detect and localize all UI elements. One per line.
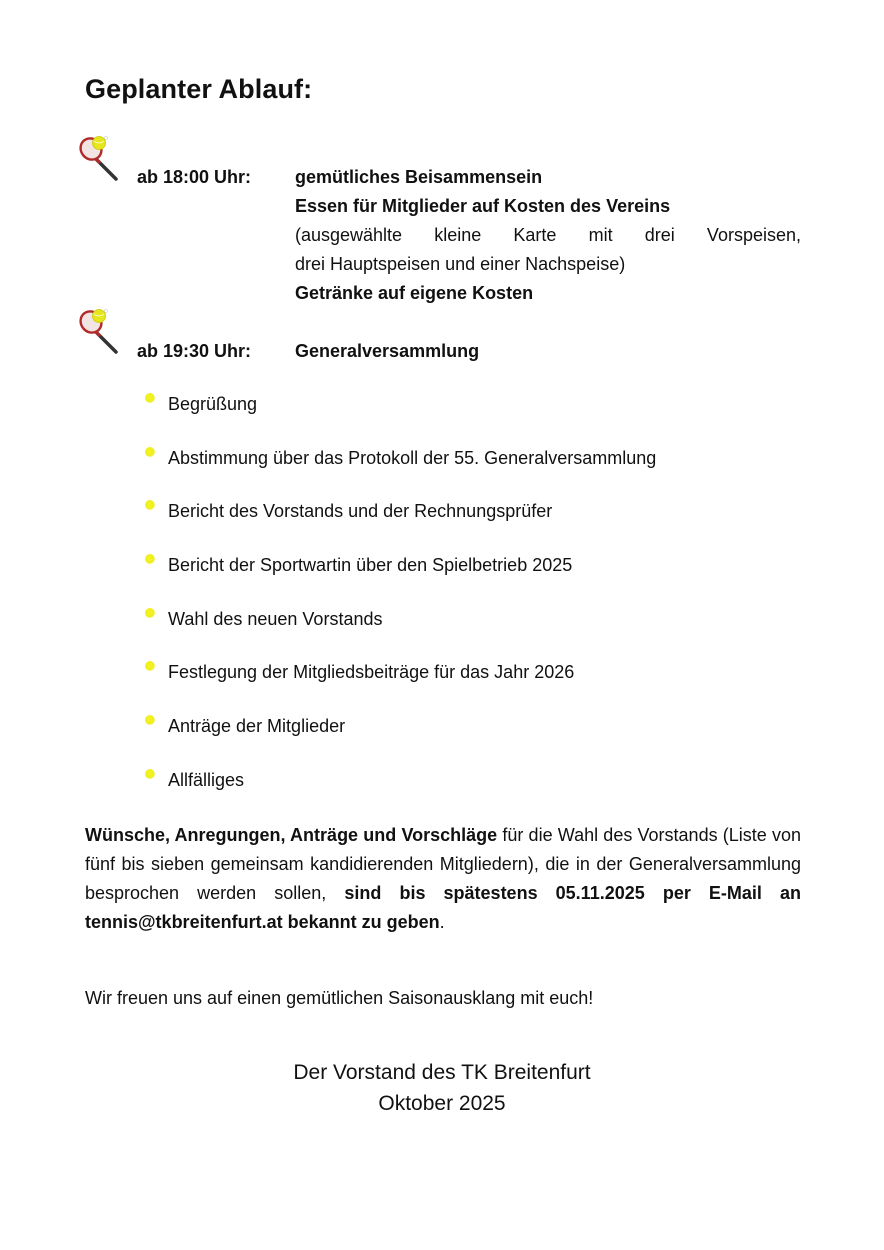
schedule-line: Getränke auf eigene Kosten: [295, 283, 534, 303]
agenda-item: [145, 766, 656, 820]
agenda-item: [145, 551, 656, 605]
bullet-icon: [145, 769, 155, 779]
bullet-icon: [145, 447, 155, 457]
schedule-time: ab 19:30 Uhr:: [137, 341, 252, 361]
bullet-icon: [145, 715, 155, 725]
schedule-line: drei Hauptspeisen und einer Nachspeise): [295, 254, 626, 274]
tennis-racket-icon: [78, 135, 124, 183]
schedule-description: [295, 163, 801, 308]
agenda-item-label: Allfälliges: [168, 769, 245, 790]
bullet-icon: [145, 554, 155, 564]
agenda-item-label: Abstimmung über das Protokoll der 55. Generalversammlung: [168, 447, 657, 468]
agenda-item: [145, 658, 656, 712]
agenda-list: [145, 390, 656, 820]
agenda-item-label: Wahl des neuen Vorstands: [168, 608, 383, 629]
agenda-item: [145, 712, 656, 766]
bullet-icon: [145, 661, 155, 671]
agenda-item-label: Bericht der Sportwartin über den Spielbetrieb 2025: [168, 555, 573, 576]
schedule-line: Essen für Mitglieder auf Kosten des Vereins: [295, 196, 671, 216]
schedule-line: Generalversammlung: [295, 341, 480, 361]
agenda-item: [145, 444, 656, 498]
notice-deadline: sind bis spätestens 05.11.2025 per E-Mail an tennis@tkbreitenfurt.at bekannt zu geben: [85, 883, 801, 932]
agenda-item-label: Bericht des Vorstands und der Rechnungsprüfer: [168, 501, 553, 522]
signature: [0, 1057, 884, 1119]
agenda-item-label: Begrüßung: [168, 394, 258, 414]
schedule-description: [295, 337, 801, 366]
agenda-item: [145, 605, 656, 659]
schedule-time: ab 18:00 Uhr:: [137, 167, 252, 187]
agenda-item: [145, 497, 656, 551]
notice-bold-start: Wünsche, Anregungen, Anträge und Vorschläge: [85, 825, 498, 845]
agenda-item: [145, 390, 656, 444]
schedule-line: (ausgewählte kleine Karte mit drei Vorspeisen,: [295, 225, 801, 245]
signature-date: Oktober 2025: [378, 1092, 506, 1115]
bullet-icon: [145, 393, 155, 403]
bullet-icon: [145, 500, 155, 510]
notice-middle: für die Wahl des Vorstands (Liste von fünf bis sieben gemeinsam kandidierenden Mitgliedern), die in der Generalversammlung besprochen werden sollen,: [85, 825, 802, 903]
closing-text: Wir freuen uns auf einen gemütlichen Saisonausklang mit euch!: [85, 988, 594, 1008]
page-title: Geplanter Ablauf:: [85, 74, 313, 104]
schedule-line: gemütliches Beisammensein: [295, 167, 543, 187]
agenda-item-label: Festlegung der Mitgliedsbeiträge für das Jahr 2026: [168, 662, 575, 683]
bullet-icon: [145, 608, 155, 618]
submission-notice: [85, 821, 801, 937]
notice-end: .: [439, 912, 445, 932]
agenda-item-label: Anträge der Mitglieder: [168, 716, 346, 737]
signature-org: Der Vorstand des TK Breitenfurt: [293, 1061, 591, 1084]
tennis-racket-icon: [78, 308, 124, 356]
